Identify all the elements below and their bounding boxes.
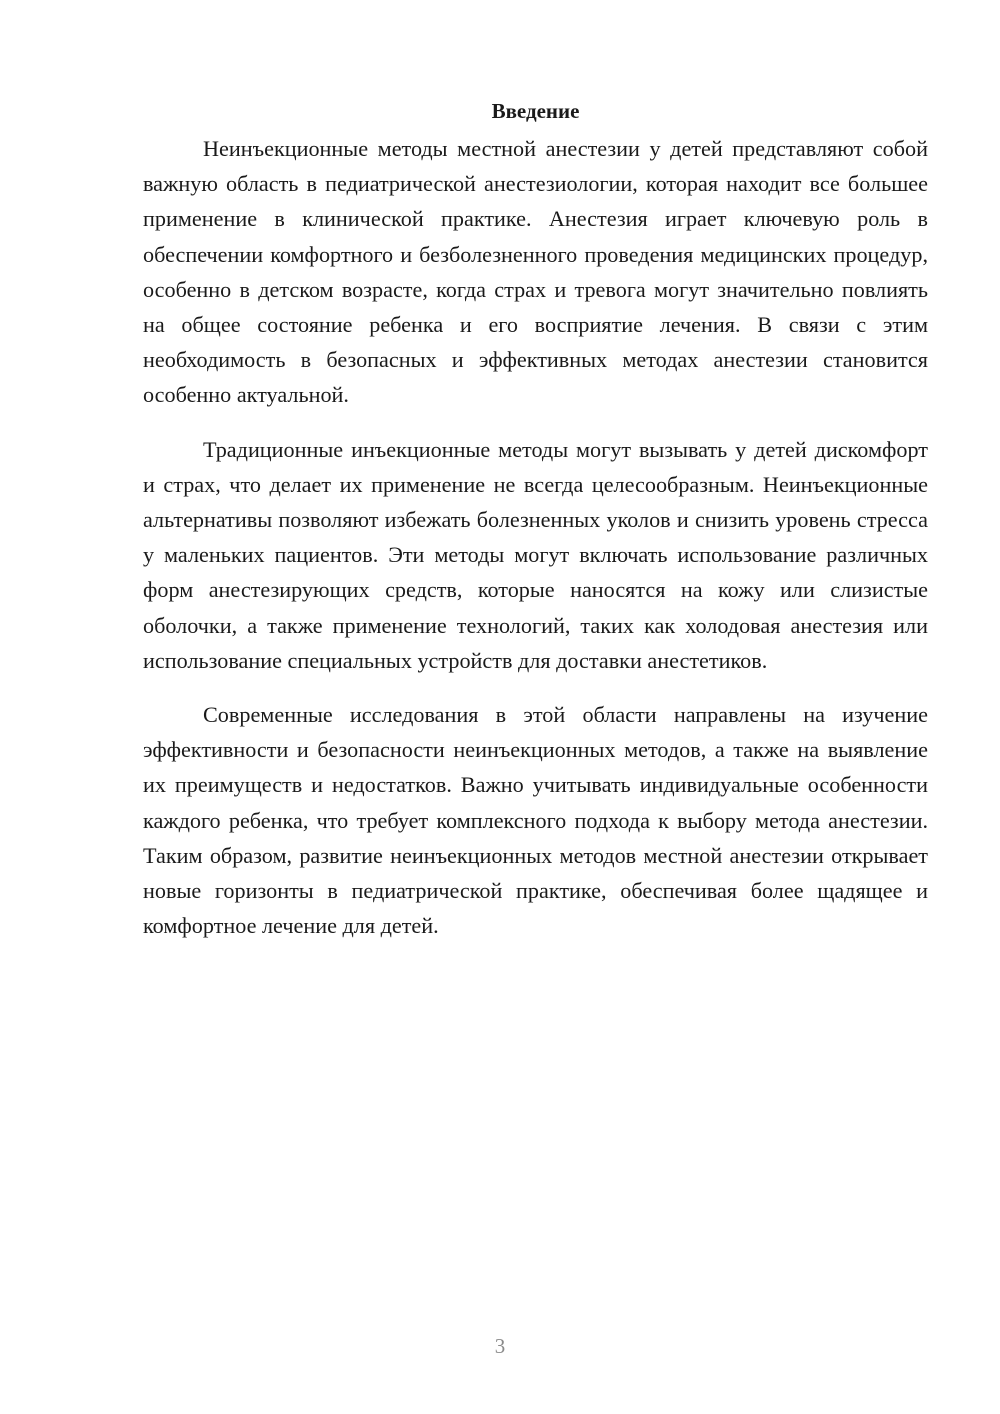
page-content (143, 96, 928, 962)
paragraph-3: Современные исследования в этой области направлены на изучение эффективности и безопасности неинъекционных методов, а также на выявление их преимуществ и недостатков. Важно учитывать индивидуальные особенности каждого ребенка, что требует комплексного подхода к выбору метода анестезии. Таким образом, развитие неинъекционных методов местной анестезии открывает новые горизонты в педиатрической практике, обеспечивая более щадящее и комфортное лечение для детей. (143, 702, 928, 939)
paragraph-1: Неинъекционные методы местной анестезии у детей представляют собой важную область в педиатрической анестезиологии, которая находит все большее применение в клинической практике. Анестезия играет ключевую роль в обеспечении комфортного и безболезненного проведения медицинских процедур, особенно в детском возрасте, когда страх и тревога могут значительно повлиять на общее состояние ребенка и его восприятие лечения. В связи с этим необходимость в безопасных и эффективных методах анестезии становится особенно актуальной. (143, 136, 928, 408)
page-number: 3 (494, 1334, 506, 1358)
page-title: Введение (491, 99, 580, 123)
paragraph-2: Традиционные инъекционные методы могут вызывать у детей дискомфорт и страх, что делает их применение не всегда целесообразным. Неинъекционные альтернативы позволяют избежать болезненных уколов и снизить уровень стресса у маленьких пациентов. Эти методы могут включать использование различных форм анестезирующих средств, которые наносятся на кожу или слизистые оболочки, а также применение технологий, таких как холодовая анестезия или использование специальных устройств для доставки анестетиков. (143, 436, 928, 673)
